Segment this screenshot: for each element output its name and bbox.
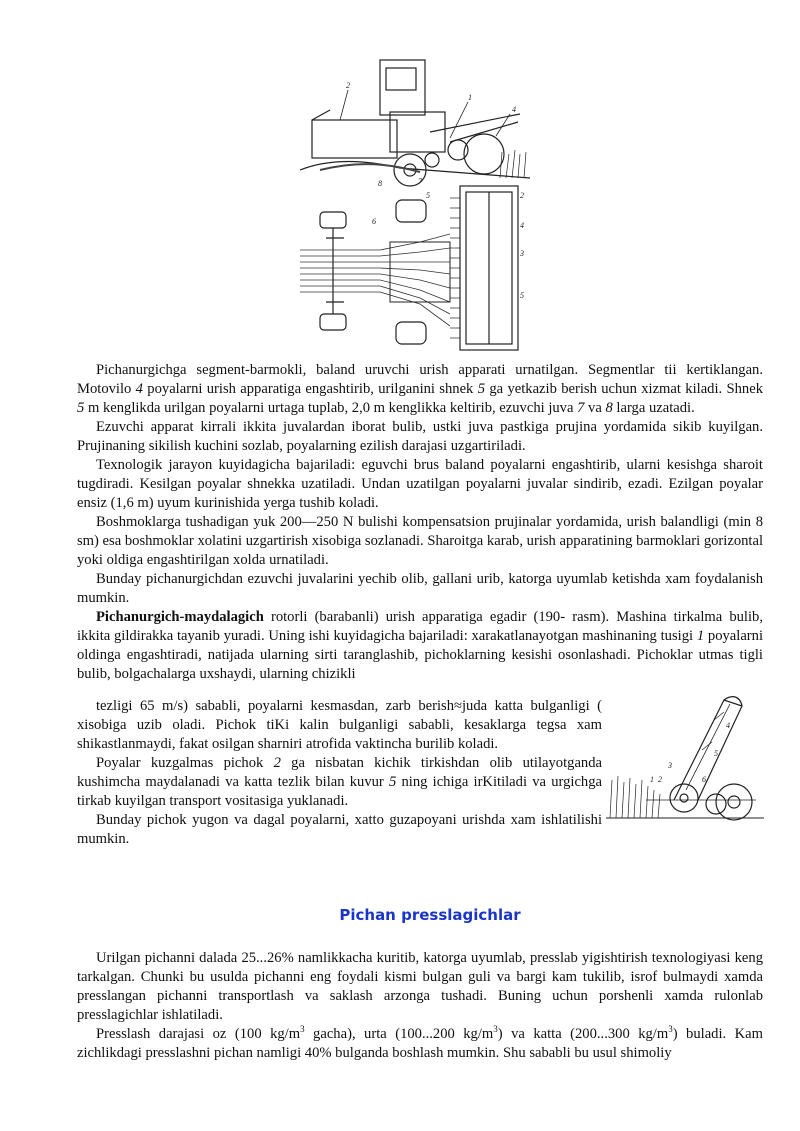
paragraph: Bunday pichanurgichdan ezuvchi juvalarini yechib olib, gallani urib, katorga uyumlab ketishda xam foydalanish mumkin. xyxy=(77,571,763,606)
text-block-bottom xyxy=(77,949,763,1063)
paragraph: Pichanurgich-maydalagich rotorli (barabanli) urish apparatiga egadir (190- rasm). Mashina tirkalma bulib, ikkita gildirakka tayanib yuradi. Uning ishi kuyidagicha bajariladi: xarakatlanayotgan mashinaning tusigi 1 poyalarni oldinga engashtiradi, natijada ularning sirti taranglashib, pichoklarning kesishi osonlashadi. Pichoklar utmas tigli bulib, bolgachalarga uxshaydi, ularning chizikli xyxy=(77,609,764,682)
fig-top-label: 6 xyxy=(372,217,376,226)
fig-top-label: 2 xyxy=(346,81,350,90)
paragraph: Poyalar kuzgalmas pichok 2 ga nisbatan kichik tirkishdan olib utilayotganda kushimcha maydalanadi va katta tezlik bilan kuvur 5 ning ichiga irKitiladi va urgichga tirkab kuyilgan transport vositasiga yuklanadi. xyxy=(77,755,602,809)
fig-top-label: 3 xyxy=(520,249,524,258)
mower-diagram xyxy=(300,52,530,354)
paragraph: Pichanurgichga segment-barmokli, baland uruvchi urish apparati urnatilgan. Segmentlar tii kertiklangan. Motovilo 4 poyalarni urish apparatiga engashtirib, urilganini shnek 5 ga yetkazib berish uchun xizmat kiladi. Shnek 5 m kenglikda urilgan poyalarni urtaga tuplab, 2,0 m kenglikka keltirib, ezuvchi juva 7 va 8 larga uzatadi. xyxy=(77,362,763,416)
fig-top-label: 5 xyxy=(426,191,430,200)
fig-top-label: 4 xyxy=(520,221,524,230)
fig-right-label: 3 xyxy=(668,761,672,770)
fig-right-label: 6 xyxy=(702,775,706,784)
paragraph: tezligi 65 m/s) sababli, poyalarni kesmasdan, zarb berish≈juda katta bulganligi ( xisobiga uzib oladi. Pichok tiKi kalin bulganligi sababli, kesaklarga tegsa xam shikastlanmaydi, fakat osilgan sharniri atrofida vaktincha burilib koladi. xyxy=(77,698,602,752)
text-block-top xyxy=(77,361,763,684)
rotary-mower-diagram xyxy=(606,690,764,830)
fig-top-label: 7 xyxy=(418,177,422,186)
text-block-wrap xyxy=(77,697,602,849)
fig-top-label: 5 xyxy=(520,291,524,300)
section-heading: Pichan presslagichlar xyxy=(339,906,521,924)
fig-top-label: 2 xyxy=(520,191,524,200)
fig-right-label: 4 xyxy=(726,721,730,730)
paragraph: Bunday pichok yugon va dagal poyalarni, xatto guzapoyani urishda xam ishlatilishi mumkin. xyxy=(77,812,602,847)
paragraph: Presslash darajasi oz (100 $kg/m^3$ gacha), urta (100...200 $kg/m^3$) va katta (200...300 $kg/m^3$) buladi. Kam zichlikdagi presslashni pichan namligi 40% bulganda boshlash mumkin. Shu sababli bu usul shimoliy xyxy=(77,1024,764,1061)
paragraph: Urilgan pichanni dalada 25...26% namlikkacha kuritib, katorga uyumlab, presslab yigishtirish texnologiyasi keng tarkalgan. Chunki bu usulda pichanni eng foydali kismi bulgan guli va bargi kam tukilib, isrof bulmaydi xamda presslangan pichanni transportlash va saklash arzonga tushadi. Buning uchun porshenli xamda rulonlab presslagichlar ishlatiladi. xyxy=(77,950,763,1023)
fig-top-label: 1 xyxy=(468,93,472,102)
paragraph: Ezuvchi apparat kirrali ikkita juvalardan iborat bulib, ustki juva pastkiga prujina yordamida sikib kuyilgan. Prujinaning sikilish kuchini sozlab, poyalarning ezilish darajasi uzgartiriladi. xyxy=(77,419,763,454)
fig-right-label: 2 xyxy=(658,775,662,784)
fig-right-label: 5 xyxy=(714,749,718,758)
paragraph: Boshmoklarga tushadigan yuk 200—250 N bulishi kompensatsion prujinalar yordamida, urish balandligi (min 8 sm) esa boshmoklar xolatini uzgartirish xisobiga sozlanadi. Sharoitga karab, urish apparatining barmoklari gorizontal yoki oldiga engashtirilgan xolda urnatiladi. xyxy=(77,514,763,568)
fig-top-label: 8 xyxy=(378,179,382,188)
fig-top-label: 4 xyxy=(512,105,516,114)
fig-right-label: 1 xyxy=(650,775,654,784)
paragraph: Texnologik jarayon kuyidagicha bajariladi: eguvchi brus baland poyalarni engashtirib, ularni kesishga sharoit tugdiradi. Kesilgan poyalar shnekka uzatiladi. Undan uzatilgan poyalarni juvalar sindirib, ezadi. Ezilgan poyalar ensiz (1,6 m) uyum kurinishida yerga tushib koladi. xyxy=(77,457,763,511)
